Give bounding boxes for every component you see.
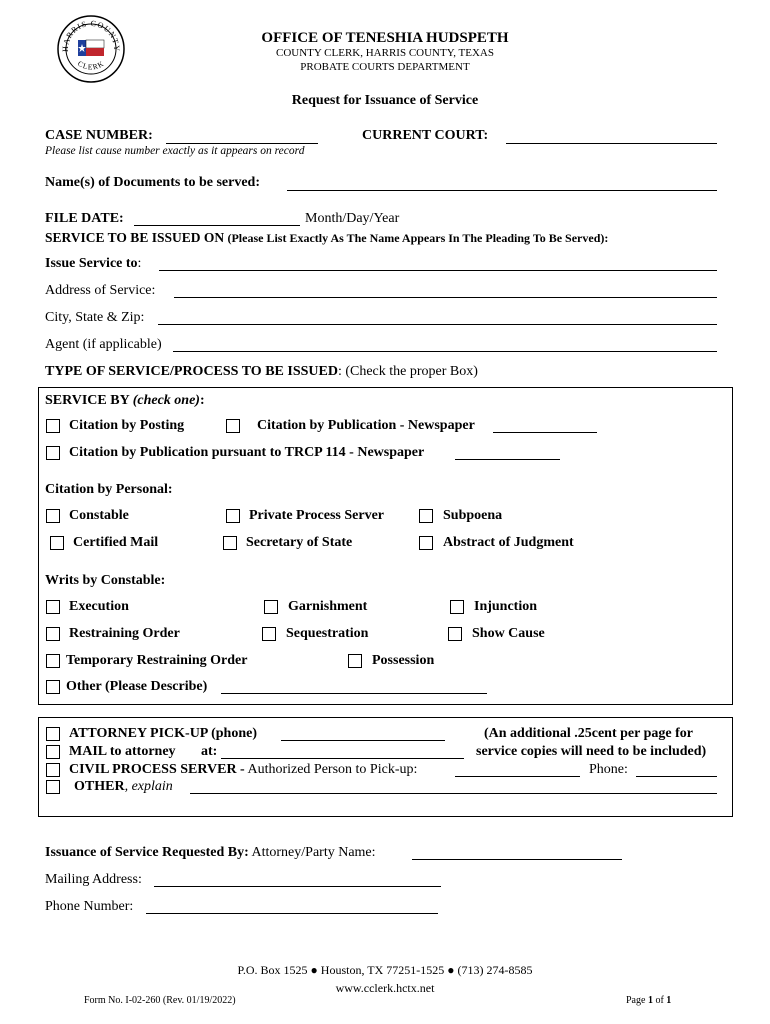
file-date-label: FILE DATE: <box>45 211 124 226</box>
mail-to-attorney-field[interactable] <box>221 758 464 759</box>
citation-posting-checkbox[interactable] <box>46 419 60 433</box>
file-date-field[interactable] <box>134 225 300 226</box>
injunction-label: Injunction <box>474 599 538 614</box>
other-describe-checkbox[interactable] <box>46 680 60 694</box>
attorney-party-name-field[interactable] <box>412 859 622 860</box>
page-of: of <box>655 995 664 1006</box>
execution-label: Execution <box>69 599 129 614</box>
phone-number-field[interactable] <box>146 913 438 914</box>
bullet-icon: ● <box>310 963 318 977</box>
office-subtitle-department: PROBATE COURTS DEPARTMENT <box>300 61 470 73</box>
constable-checkbox[interactable] <box>46 509 60 523</box>
office-subtitle-county: COUNTY CLERK, HARRIS COUNTY, TEXAS <box>276 47 494 59</box>
citation-personal-label: Citation by Personal: <box>45 482 173 497</box>
office-title: OFFICE OF TENESHIA HUDSPETH <box>261 30 509 46</box>
service-by-colon: : <box>199 393 205 408</box>
attorney-pickup-phone-field[interactable] <box>281 740 445 741</box>
show-cause-checkbox[interactable] <box>448 627 462 641</box>
other-explain-field[interactable] <box>190 793 717 794</box>
mail-to-attorney-checkbox[interactable] <box>46 745 60 759</box>
sequestration-checkbox[interactable] <box>262 627 276 641</box>
constable-label: Constable <box>69 508 129 523</box>
garnishment-label: Garnishment <box>288 599 368 614</box>
publication-trcp-field[interactable] <box>455 459 560 460</box>
other-describe-field[interactable] <box>221 693 487 694</box>
temporary-restraining-order-checkbox[interactable] <box>46 654 60 668</box>
injunction-checkbox[interactable] <box>450 600 464 614</box>
abstract-of-judgment-label: Abstract of Judgment <box>443 535 574 550</box>
private-process-server-label: Private Process Server <box>249 508 385 523</box>
page-total: 1 <box>666 995 672 1006</box>
service-issued-on-heading <box>45 230 608 246</box>
documents-field[interactable] <box>287 190 717 191</box>
certified-mail-label: Certified Mail <box>73 535 159 550</box>
phone-number-label: Phone Number: <box>45 899 134 914</box>
issue-service-to-row <box>45 256 141 272</box>
attorney-pickup-checkbox[interactable] <box>46 727 60 741</box>
page-number: 1 <box>647 995 653 1006</box>
copies-note-line-1: (An additional .25cent per page for <box>484 726 693 741</box>
civil-process-server-checkbox[interactable] <box>46 763 60 777</box>
civil-process-server-label: CIVIL PROCESS SERVER - <box>69 762 245 777</box>
citation-publication-newspaper-label: Citation by Publication - Newspaper <box>257 418 475 433</box>
possession-checkbox[interactable] <box>348 654 362 668</box>
authorized-person-field[interactable] <box>455 776 580 777</box>
attorney-party-name-label: Attorney/Party Name: <box>251 845 376 860</box>
form-number: Form No. I-02-260 (Rev. 01/19/2022) <box>84 995 236 1006</box>
bullet-icon: ● <box>447 963 455 977</box>
secretary-of-state-label: Secretary of State <box>246 535 353 550</box>
service-issued-on-note: (Please List Exactly As The Name Appears In The Pleading To Be Served): <box>227 231 609 245</box>
subpoena-label: Subpoena <box>443 508 503 523</box>
attorney-pickup-label: ATTORNEY PICK-UP (phone) <box>69 726 257 741</box>
temporary-restraining-order-label: Temporary Restraining Order <box>66 653 248 668</box>
other-delivery-label: OTHER <box>74 779 125 794</box>
footer-website[interactable]: www.cclerk.hctx.net <box>335 981 435 995</box>
agent-field[interactable] <box>173 351 717 352</box>
other-delivery-checkbox[interactable] <box>46 780 60 794</box>
footer-po-box: P.O. Box 1525 <box>237 963 308 977</box>
restraining-order-checkbox[interactable] <box>46 627 60 641</box>
mailing-address-field[interactable] <box>154 886 441 887</box>
garnishment-checkbox[interactable] <box>264 600 278 614</box>
citation-publication-newspaper-checkbox[interactable] <box>226 419 240 433</box>
sequestration-label: Sequestration <box>286 626 369 641</box>
citation-publication-trcp-label: Citation by Publication pursuant to TRCP 114 - Newspaper <box>69 445 425 460</box>
show-cause-label: Show Cause <box>472 626 545 641</box>
publication-newspaper-field[interactable] <box>493 432 597 433</box>
issue-service-to-label: Issue Service to <box>45 256 138 271</box>
copies-note-line-2: service copies will need to be included) <box>476 744 707 759</box>
city-state-zip-field[interactable] <box>158 324 717 325</box>
other-delivery-row <box>74 779 173 795</box>
address-of-service-field[interactable] <box>174 297 717 298</box>
issue-service-to-field[interactable] <box>159 270 717 271</box>
secretary-of-state-checkbox[interactable] <box>223 536 237 550</box>
case-number-note: Please list cause number exactly as it appears on record <box>45 145 305 157</box>
current-court-label: CURRENT COURT: <box>362 128 489 143</box>
type-of-service-label: TYPE OF SERVICE/PROCESS TO BE ISSUED <box>45 364 338 379</box>
type-of-service-note: : (Check the proper Box) <box>337 364 478 379</box>
cps-phone-label: Phone: <box>589 762 628 777</box>
current-court-field[interactable] <box>506 143 717 144</box>
execution-checkbox[interactable] <box>46 600 60 614</box>
subpoena-checkbox[interactable] <box>419 509 433 523</box>
address-of-service-label: Address of Service: <box>45 283 156 298</box>
possession-label: Possession <box>372 653 435 668</box>
file-date-format: Month/Day/Year <box>305 211 400 226</box>
service-issued-on-label: SERVICE TO BE ISSUED ON <box>45 230 225 245</box>
mail-to-attorney-at-label: at: <box>201 744 218 759</box>
requested-by-row <box>45 845 376 861</box>
documents-label: Name(s) of Documents to be served: <box>45 175 261 190</box>
other-explain-label: , explain <box>124 779 173 794</box>
agent-label: Agent (if applicable) <box>45 337 162 352</box>
mail-to-attorney-label: MAIL to attorney <box>69 744 176 759</box>
seal-bottom-text: CLERK <box>76 58 106 72</box>
city-state-zip-label: City, State & Zip: <box>45 310 145 325</box>
form-title: Request for Issuance of Service <box>291 93 479 108</box>
citation-publication-trcp-checkbox[interactable] <box>46 446 60 460</box>
other-describe-label: Other (Please Describe) <box>66 679 208 694</box>
civil-process-server-row <box>69 762 417 778</box>
issue-service-to-colon: : <box>137 256 142 271</box>
requested-by-label: Issuance of Service Requested By: <box>45 845 249 860</box>
case-number-field[interactable] <box>166 143 318 144</box>
footer-address-line <box>0 963 770 978</box>
service-by-heading <box>45 393 205 409</box>
writs-by-constable-label: Writs by Constable: <box>45 573 166 588</box>
citation-posting-label: Citation by Posting <box>69 418 185 433</box>
cps-phone-field[interactable] <box>636 776 717 777</box>
mailing-address-label: Mailing Address: <box>45 872 142 887</box>
seal-top-text: HARRIS COUNTY <box>60 18 122 53</box>
case-number-label: CASE NUMBER: <box>45 128 153 143</box>
private-process-server-checkbox[interactable] <box>226 509 240 523</box>
type-of-service-heading <box>45 364 478 380</box>
service-by-check-one: (check one) <box>132 393 200 408</box>
page-prefix: Page <box>626 995 646 1006</box>
page-indicator <box>626 995 671 1006</box>
certified-mail-checkbox[interactable] <box>50 536 64 550</box>
footer-phone: (713) 274-8585 <box>457 963 533 977</box>
abstract-of-judgment-checkbox[interactable] <box>419 536 433 550</box>
authorized-person-label: Authorized Person to Pick-up: <box>247 762 418 777</box>
service-by-label: SERVICE BY <box>45 393 130 408</box>
footer-city: Houston, TX 77251-1525 <box>320 963 445 977</box>
restraining-order-label: Restraining Order <box>69 626 180 641</box>
